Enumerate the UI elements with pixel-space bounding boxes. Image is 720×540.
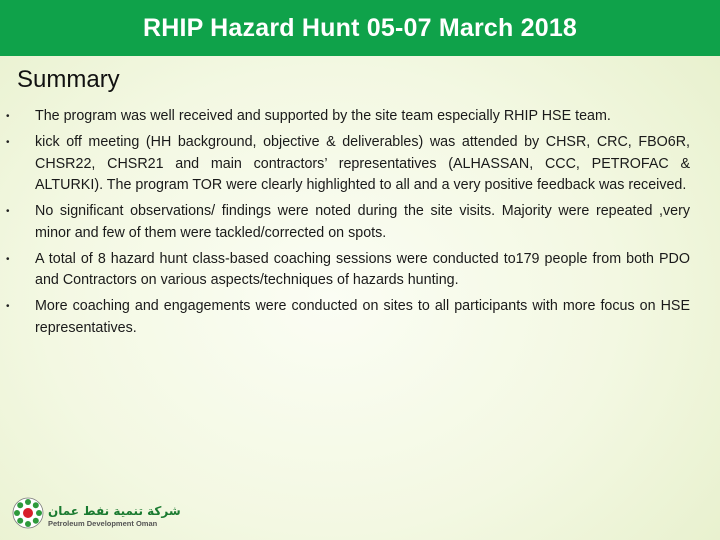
- bullet-item: [0, 132, 720, 197]
- bullet-dot-icon: •: [6, 111, 10, 122]
- summary-bullet-list: [0, 106, 720, 344]
- bullet-item: [0, 106, 720, 128]
- bullet-item: [0, 249, 720, 292]
- bullet-text: kick off meeting (HH background, objective & deliverables) was attended by CHSR, CRC, FBO6R, CHSR22, CHSR21 and main contractors’ representatives (ALHASSAN, CCC, PETROFAC & ALTURKI). The program TOR were clearly highlighted to all and a very positive feedback was received.: [35, 134, 690, 193]
- bullet-item: [0, 201, 720, 244]
- bullet-text: More coaching and engagements were conducted on sites to all participants with more focus on HSE representatives.: [35, 298, 690, 336]
- page-title: RHIP Hazard Hunt 05-07 March 2018: [142, 13, 578, 42]
- bullet-dot-icon: •: [6, 253, 10, 265]
- bullet-text: A total of 8 hazard hunt class-based coaching sessions were conducted to179 people from both PDO and Contractors on various aspects/techniques of hazards hunting.: [35, 250, 690, 288]
- bullet-text: No significant observations/ findings were noted during the site visits. Majority were repeated ,very minor and few of them were tackled/corrected on spots.: [35, 203, 690, 241]
- title-bar: [0, 0, 720, 56]
- bullet-dot-icon: •: [6, 137, 10, 148]
- bullet-item: [0, 296, 720, 339]
- logo-english-text: Petroleum Development Oman: [48, 519, 158, 528]
- bullet-dot-icon: •: [6, 301, 10, 312]
- bullet-text: The program was well received and supported by the site team especially RHIP HSE team.: [35, 108, 611, 124]
- bullet-dot-icon: •: [6, 206, 10, 217]
- pdo-emblem-icon: [13, 498, 43, 528]
- section-heading: Summary: [17, 66, 120, 93]
- logo-arabic-text: شركة تنمية نفط عمان: [48, 504, 181, 518]
